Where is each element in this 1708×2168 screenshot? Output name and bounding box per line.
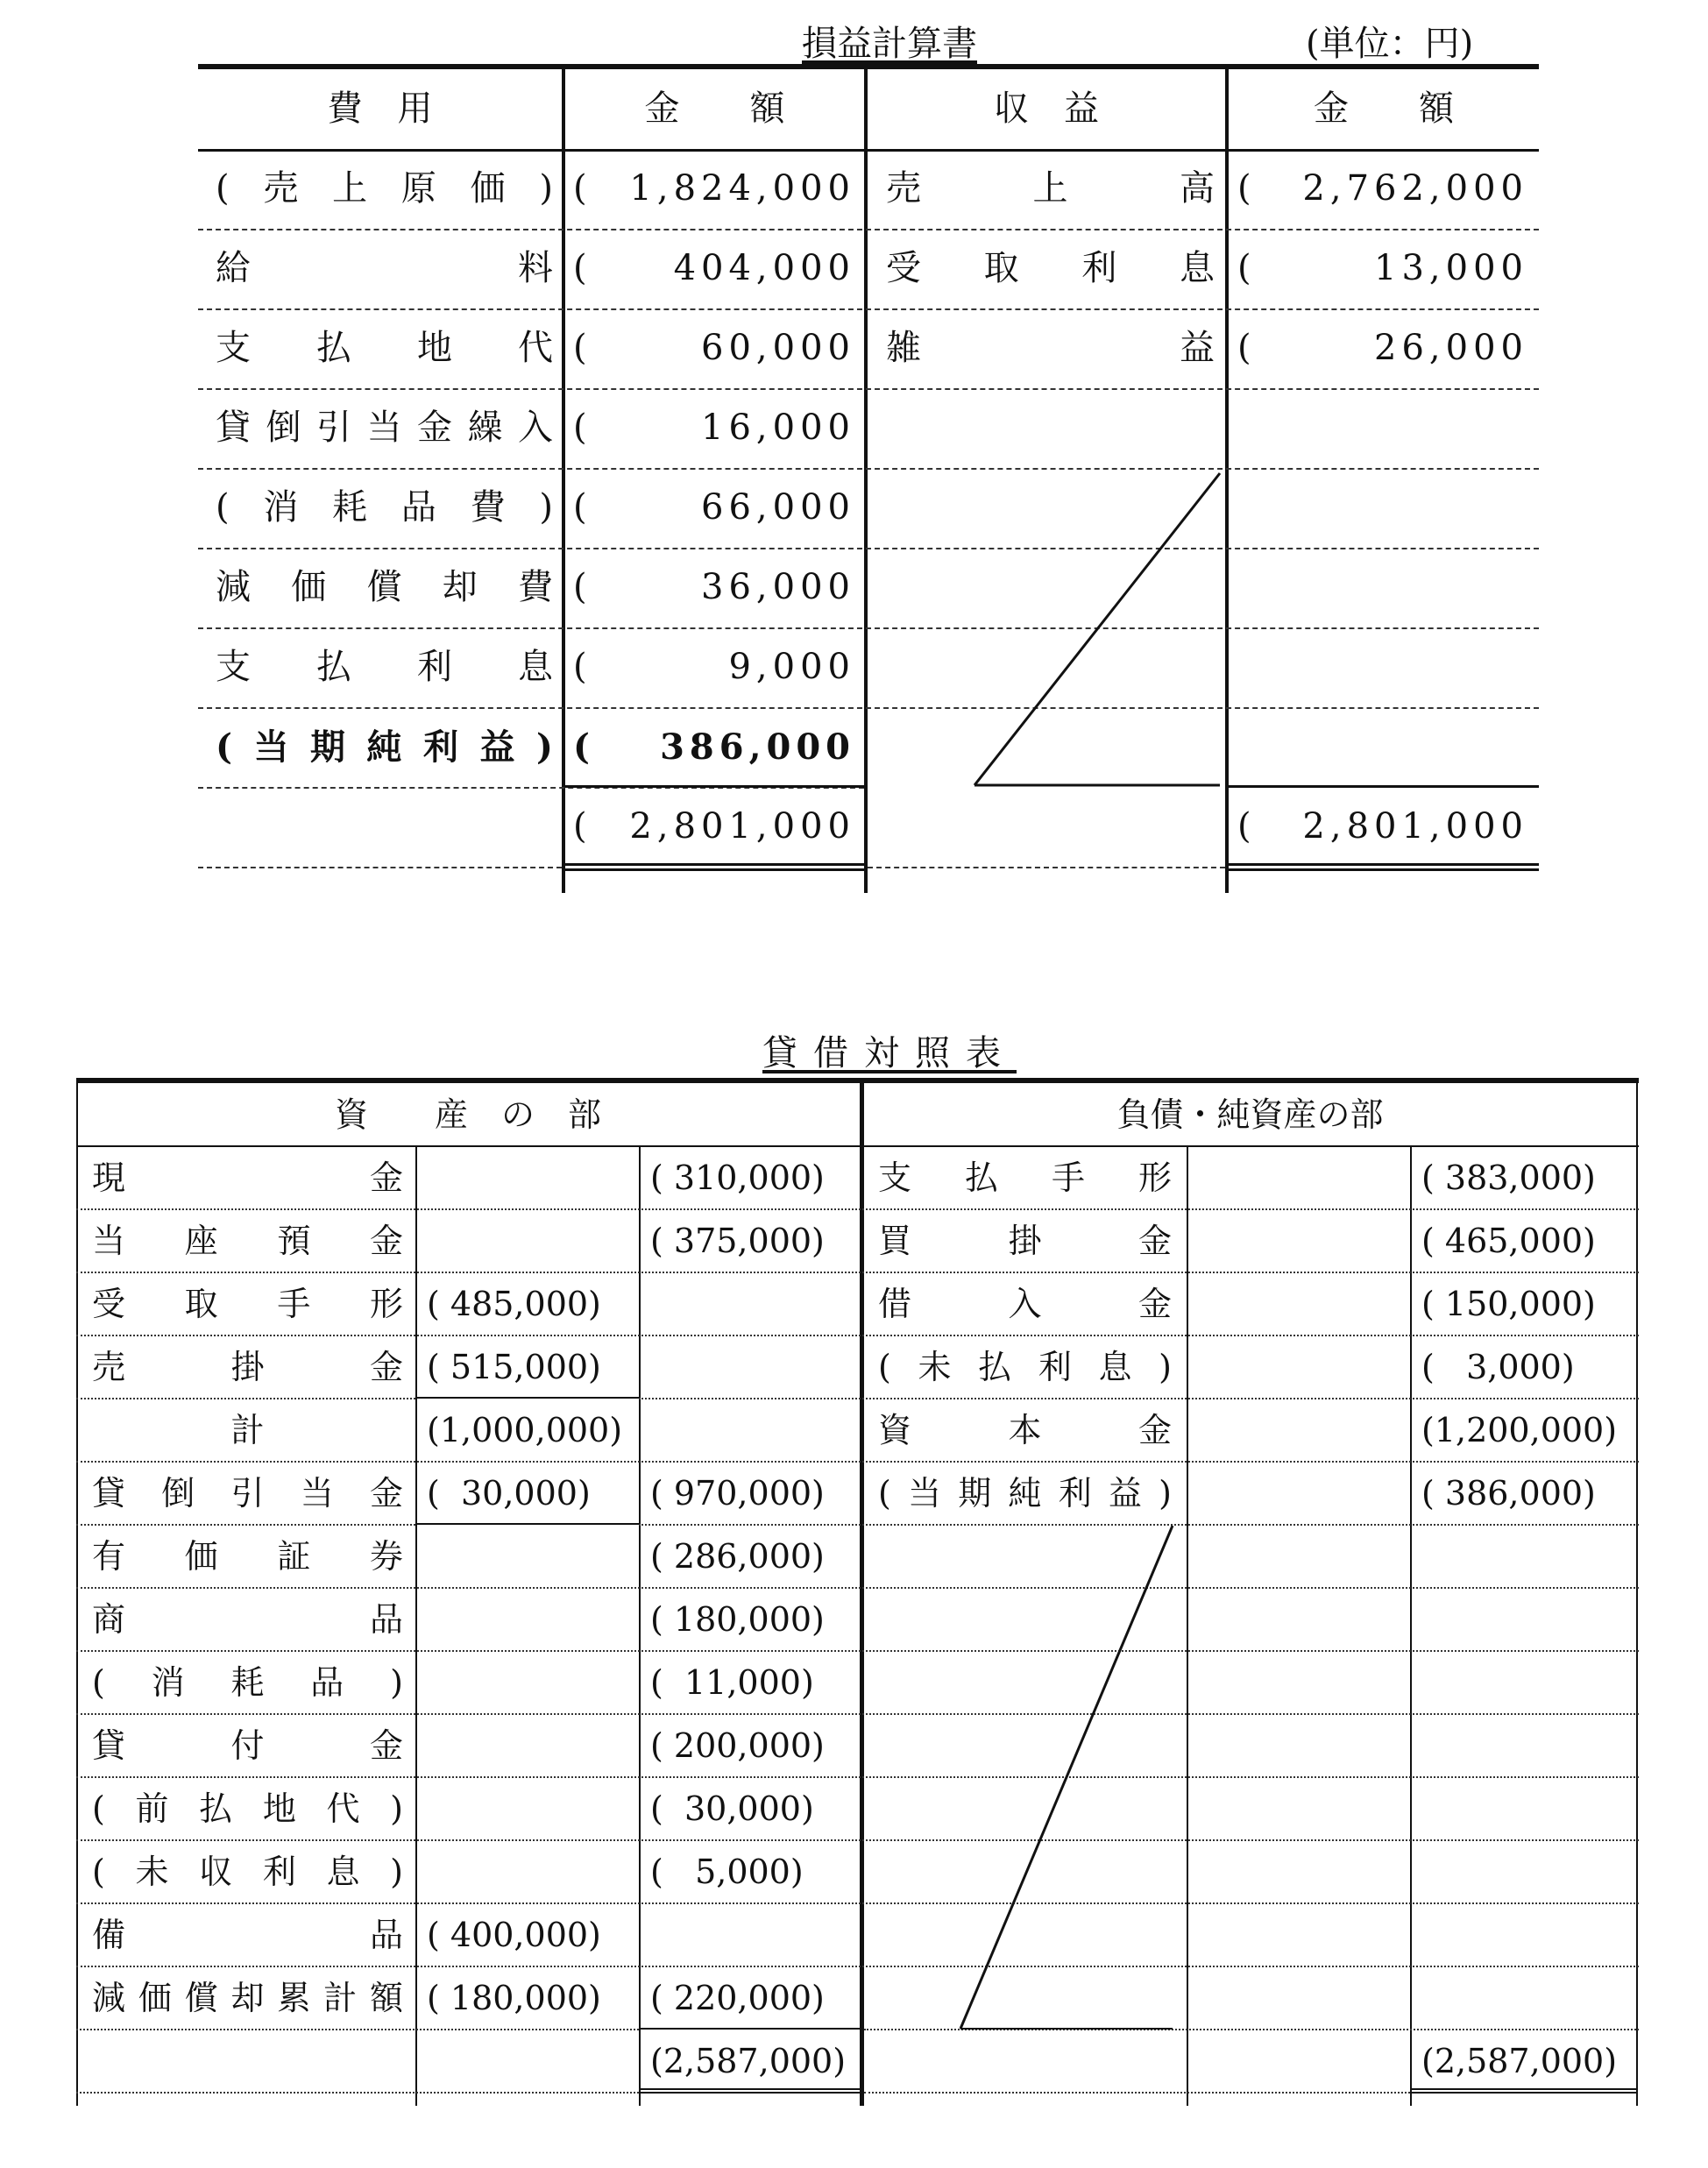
header-amount-left: 金 額 xyxy=(644,89,785,129)
expense-row: 給 料 ( 404,000 受 取 利 息 ( 13,000 xyxy=(198,229,1539,308)
asset-label: 貸 倒 引 当 金 xyxy=(92,1474,403,1513)
total-right-amount: 2,801,000 xyxy=(1302,806,1528,847)
header-revenue: 収 益 xyxy=(994,89,1099,129)
revenue-label: 受 取 利 息 xyxy=(886,248,1215,288)
expense-amount: 36,000 xyxy=(701,567,855,607)
liability-label: ( 当 期 純 利 益 ) xyxy=(878,1474,1172,1513)
asset-outer-amount: ( 310,000) xyxy=(650,1158,825,1197)
expense-row: ( 消 耗 品 費 ) ( 66,000 xyxy=(198,468,1539,548)
expense-amount: 1,824,000 xyxy=(629,168,855,209)
expense-amount: 404,000 xyxy=(673,248,855,288)
diagonal-strike-line xyxy=(864,1524,1187,2032)
expense-row: ( 売 上 原 価 ) ( 1,824,000 売 上 高 ( 2,762,000 xyxy=(198,149,1539,229)
header-expense: 費 用 xyxy=(327,89,433,129)
expense-label: ( 当 期 純 利 益 ) xyxy=(216,726,553,768)
expense-amount: 386,000 xyxy=(660,726,855,768)
asset-inner-amount: ( 400,000) xyxy=(427,1916,601,1954)
balance-sheet-table xyxy=(76,1078,1639,2108)
expense-label: 減 価 償 却 費 xyxy=(216,567,553,607)
header-amount-right: 金 額 xyxy=(1314,89,1454,129)
revenue-amount: 26,000 xyxy=(1374,328,1528,368)
liability-label: 借 入 金 xyxy=(878,1285,1172,1323)
revenue-amount: 2,762,000 xyxy=(1302,168,1528,209)
total-left-amount: 2,801,000 xyxy=(629,806,855,847)
expense-label: ( 消 耗 品 費 ) xyxy=(216,487,553,528)
asset-outer-amount: ( 375,000) xyxy=(650,1222,825,1260)
revenue-label: 雑 益 xyxy=(886,328,1215,368)
asset-outer-amount: ( 200,000) xyxy=(650,1726,825,1765)
expense-label: 給 料 xyxy=(216,248,553,288)
expense-row: 支 払 利 息 ( 9,000 xyxy=(198,627,1539,707)
asset-label: 売 掛 金 xyxy=(92,1348,403,1386)
asset-total: (2,587,000) xyxy=(650,2042,847,2080)
asset-label: 備 品 xyxy=(92,1916,403,1954)
asset-label: 受 取 手 形 xyxy=(92,1285,403,1323)
liability-label: ( 未 払 利 息 ) xyxy=(878,1348,1172,1386)
expense-amount: 16,000 xyxy=(701,407,855,448)
unit-label: (単位：円) xyxy=(1306,24,1474,64)
asset-outer-amount: ( 11,000) xyxy=(650,1663,814,1702)
revenue-label: 売 上 高 xyxy=(886,168,1215,209)
header-liabilities: 負債・純資産の部 xyxy=(1116,1095,1384,1134)
asset-inner-amount: ( 485,000) xyxy=(427,1285,601,1323)
expense-amount: 60,000 xyxy=(701,328,855,368)
header-assets: 資 産 の 部 xyxy=(334,1095,601,1134)
total-row: ( 2,801,000 ( 2,801,000 xyxy=(198,787,1539,867)
asset-label: ( 未 収 利 息 ) xyxy=(92,1853,403,1891)
liability-amount: ( 150,000) xyxy=(1421,1285,1596,1323)
expense-row: 減 価 償 却 費 ( 36,000 xyxy=(198,548,1539,627)
asset-label: 商 品 xyxy=(92,1600,403,1639)
expense-amount: 9,000 xyxy=(728,647,855,687)
asset-label: 貸 付 金 xyxy=(92,1726,403,1765)
income-statement-table xyxy=(198,64,1539,896)
asset-inner-amount: ( 180,000) xyxy=(427,1979,601,2017)
liability-amount: ( 3,000) xyxy=(1421,1348,1575,1386)
expense-label: ( 売 上 原 価 ) xyxy=(216,168,553,209)
expense-label: 支 払 利 息 xyxy=(216,647,553,687)
asset-label: 現 金 xyxy=(92,1158,403,1197)
asset-label: ( 前 払 地 代 ) xyxy=(92,1789,403,1828)
asset-label: ( 消 耗 品 ) xyxy=(92,1663,403,1702)
liability-amount: ( 386,000) xyxy=(1421,1474,1596,1513)
expense-amount: 66,000 xyxy=(701,487,855,528)
asset-inner-amount: ( 30,000) xyxy=(427,1474,591,1513)
asset-label: 計 xyxy=(230,1411,265,1449)
asset-outer-amount: ( 286,000) xyxy=(650,1537,825,1576)
expense-row: 支 払 地 代 ( 60,000 雑 益 ( 26,000 xyxy=(198,308,1539,388)
liability-amount: ( 383,000) xyxy=(1421,1158,1596,1197)
expense-label: 支 払 地 代 xyxy=(216,328,553,368)
asset-outer-amount: ( 220,000) xyxy=(650,1979,825,2017)
expense-row: 貸 倒 引 当 金 繰 入 ( 16,000 xyxy=(198,388,1539,468)
expense-row: ( 当 期 純 利 益 ) ( 386,000 xyxy=(198,707,1539,787)
asset-outer-amount: ( 30,000) xyxy=(650,1789,814,1828)
liability-total: (2,587,000) xyxy=(1421,2042,1618,2080)
revenue-amount: 13,000 xyxy=(1374,248,1528,288)
liability-label: 資 本 金 xyxy=(878,1411,1172,1449)
asset-label: 減 価 償 却 累 計 額 xyxy=(92,1979,403,2017)
liability-amount: ( 465,000) xyxy=(1421,1222,1596,1260)
asset-label: 当 座 預 金 xyxy=(92,1222,403,1260)
asset-inner-amount: (1,000,000) xyxy=(427,1411,623,1449)
income-statement-title: 損益計算書 xyxy=(802,24,977,64)
asset-outer-amount: ( 5,000) xyxy=(650,1853,804,1891)
balance-sheet-title: 貸借対照表 xyxy=(762,1033,1017,1073)
asset-label: 有 価 証 券 xyxy=(92,1537,403,1576)
liability-label: 買 掛 金 xyxy=(878,1222,1172,1260)
liability-amount: (1,200,000) xyxy=(1421,1411,1618,1449)
asset-outer-amount: ( 180,000) xyxy=(650,1600,825,1639)
liability-label: 支 払 手 形 xyxy=(878,1158,1172,1197)
asset-outer-amount: ( 970,000) xyxy=(650,1474,825,1513)
asset-inner-amount: ( 515,000) xyxy=(427,1348,601,1386)
expense-label: 貸 倒 引 当 金 繰 入 xyxy=(216,407,553,448)
